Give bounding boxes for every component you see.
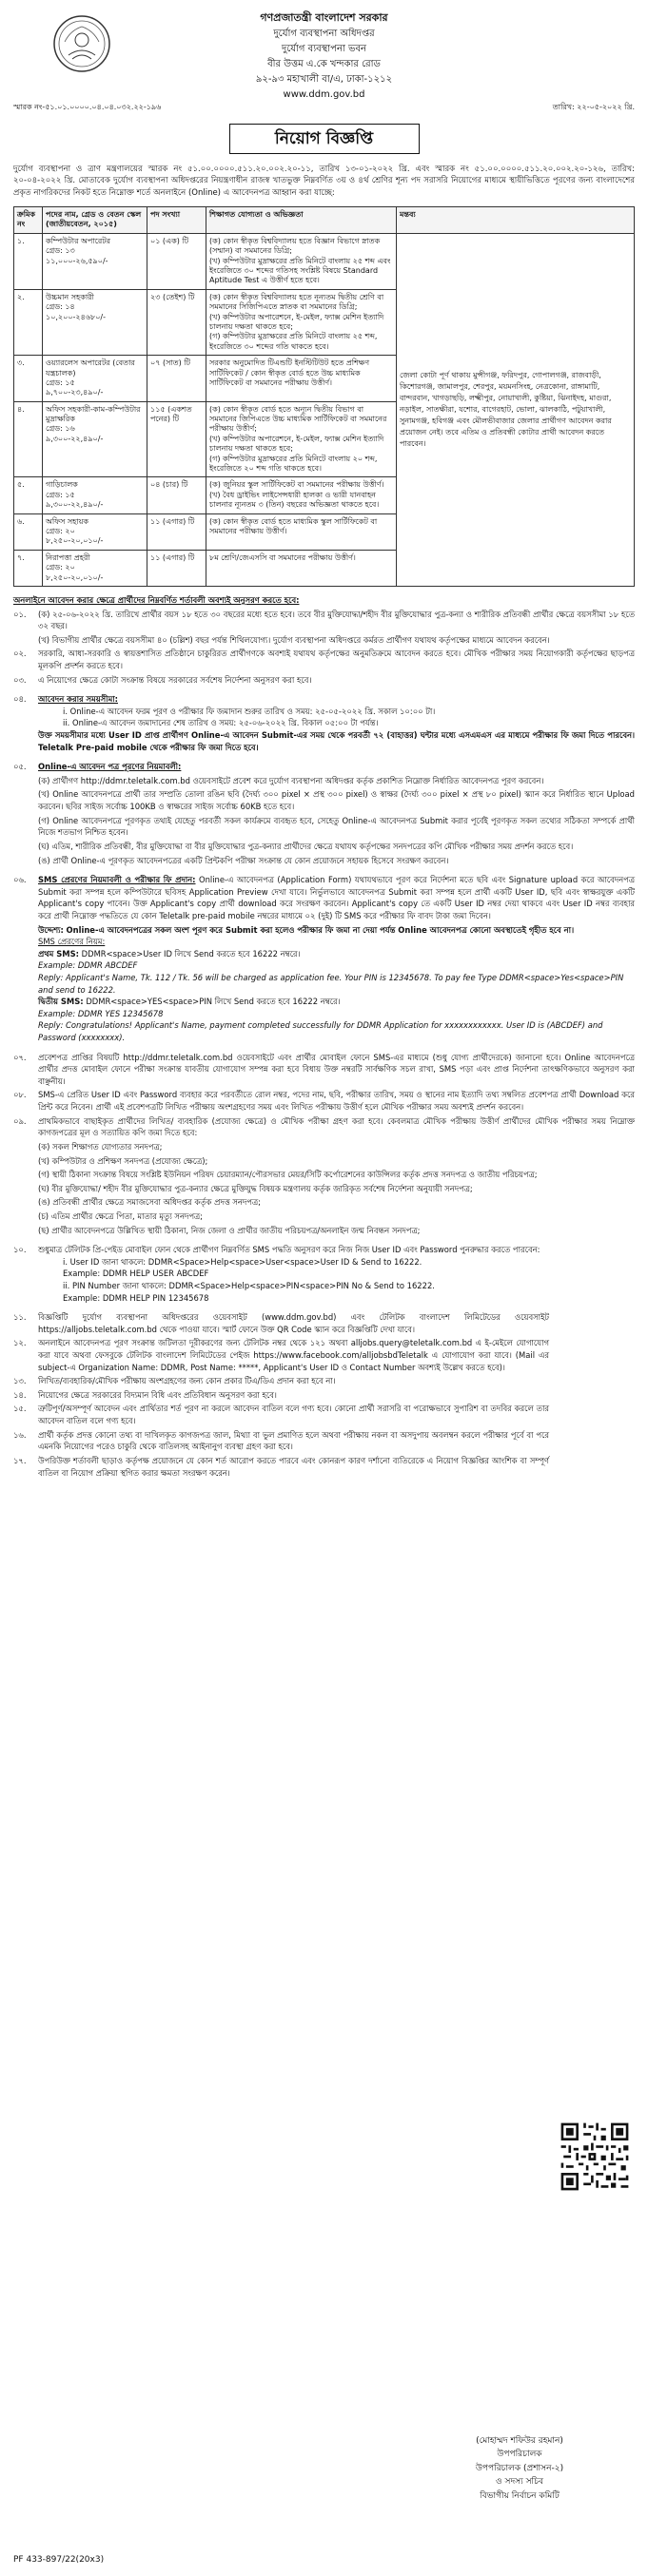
apply-start: i. Online-এ আবেদন ফরম পূরণ ও পরীক্ষার ফি জমাদান শুরুর তারিখ ও সময়: ২৫-০৫-২০২২ খ্রি. সকাল ১০:০০ টা। — [63, 706, 436, 716]
final-condition-text: অনলাইনে আবেদনপত্র পূরণ সংক্রান্ত জটিলতা দূরীকরণের জন্য টেলিটক নম্বর থেকে ১২১ অথবা alljobs.query@teletalk.com.bd এ ই-মেইলে যোগাযোগ করা যাবে অথবা ফেসবুকে টেলিটক বাংলাদেশ লিমিটেডের পেইজ https://www.facebook.com/alljobsbdTeletalk এ যোগাযোগ করা যাবে। (Mail এর subject-এ Organization Name: DDMR, Post Name: *****, Applicant's User ID ও Contact Number অবশ্যই উল্লেখ করতে হবে)। — [38, 1338, 549, 1372]
final-condition-text: উপরিউক্ত শর্তাবলী ছাড়াও কর্তৃপক্ষ প্রয়োজনে যে কোন শর্ত আরোপ করতে পারবে এবং কোনরূপ কারণ দর্শানো ব্যতিরেকে এ নিয়োগ বিজ্ঞপ্তির আংশিক বা সম্পূর্ণ বাতিল বা নিয়োগ প্রক্রিয়া স্থগিত করার ক্ষমতা সংরক্ষণ করেন। — [38, 1455, 549, 1478]
department-name: দুর্যোগ ব্যবস্থাপনা অধিদপ্তর — [273, 29, 375, 40]
final-condition-item — [13, 1403, 549, 1426]
final-condition-item — [13, 1455, 549, 1479]
online-rule-text: (গ) Online আবেদনপত্রে পূরণকৃত তথ্যই যেহেতু পরবর্তী সকল কার্যক্রমে ব্যবহৃত হবে, সেহেতু Online-এ আবেদনপত্র Submit করার পূর্বেই পূরণকৃত সকল তথ্যের সঠিকতা সম্পর্কে প্রার্থী নিজে শতভাগ নিশ্চিত হবেন। — [38, 815, 635, 838]
sms-instructions — [13, 936, 635, 1043]
required-document-item — [38, 1196, 635, 1209]
cell-serial: ১. — [14, 233, 43, 289]
final-condition-text: নিয়োগের ক্ষেত্রে সরকারের বিদ্যমান বিধি এবং প্রতিবিধান অনুসরণ করা হবে। — [38, 1389, 277, 1400]
print-code: PF 433-897/22(20x3) — [13, 2555, 105, 2566]
vacancy-table — [13, 206, 635, 587]
building-name: দুর্যোগ ব্যবস্থাপনা ভবন — [281, 44, 367, 55]
required-document-text: (ক) সকল শিক্ষাগত যোগ্যতার সনদপত্র; — [38, 1141, 163, 1152]
final-condition-number: ১৭. — [13, 1455, 27, 1465]
condition-item — [13, 648, 635, 671]
cell-post: উচ্চমান সহকারী গ্রেড: ১৪ ১০,২০০-২৪৬৮০/- — [43, 289, 147, 355]
cell-qualification: ৮ম শ্রেণি/জেএসসি বা সমমানের পরীক্ষায় উত্তীর্ণ। — [206, 550, 397, 586]
online-rule-item — [38, 855, 635, 867]
intro-paragraph: দুর্যোগ ব্যবস্থাপনা ও ত্রাণ মন্ত্রণালয়ের স্মারক নং ৫১.০০.০০০০.৫১১.২০.০০২.২০-১১, তারিখ ১৩-০১-২০২২ খ্রি. এবং স্মারক নং ৫১.০০.০০০০.৫১১.২০.০০২.২০-১২৬, তারিখ: ২০-০৪-২০২২ খ্রি. মোতাবেক দুর্যোগ ব্যবস্থাপনা অধিদপ্তরের নিয়ন্ত্রণাধীন রাজস্ব খাতভুক্ত নিম্নবর্ণিত ৩য় ও ৪র্থ শ্রেণির শূন্য পদ সরাসরি নিয়োগের মাধ্যমে স্থায়ীভিত্তিতে পূরণের জন্য বাংলাদেশের প্রকৃত নাগরিকদের নিকট হতে নিম্নোক্ত শর্তে অনলাইনে (Online) এ আবেদনপত্র আহ্বান করা যাচ্ছে: — [13, 165, 635, 198]
online-rules-section — [13, 761, 635, 866]
recover-user-id: i. User ID জানা থাকলে: DDMR<Space>Help<space>User<space>User ID & Send to 16222. — [63, 1256, 422, 1267]
final-condition-text: লিখিত/ব্যবহারিক/মৌখিক পরীক্ষায় অংশগ্রহণের জন্য কোন প্রকার টিএ/ডিএ প্রদান করা হবে না। — [38, 1376, 336, 1386]
cell-count: ১১ (এগার) টি — [147, 513, 206, 550]
recover-pin-example: Example: DDMR HELP PIN 12345678 — [63, 1292, 209, 1303]
online-rule-text: (খ) Online আবেদনপত্রে প্রার্থী তার সম্প্রতি তোলা রঙিন ছবি (দৈর্ঘ্য ৩০০ pixel × প্রস্থ ৩০০ pixel) ও স্বাক্ষর (দৈর্ঘ্য ৩০০ pixel × প্রস্থ ৮০ pixel) স্ক্যান করে নির্ধারিত স্থানে Upload করবেন। ছবির সাইজ সর্বোচ্চ 100KB ও স্বাক্ষরের সাইজ সর্বোচ্চ 60KB হতে হবে। — [38, 789, 635, 812]
required-document-item — [38, 1183, 635, 1195]
cell-post: ওয়্যারলেস অপারেটর (বেতার যন্ত্রচালক) গ্রেড: ১৫ ৯,৭০০-২৩,৪৯০/- — [43, 356, 147, 402]
cell-qualification: সরকার অনুমোদিত টিএন্ডটি ইনস্টিটিউট হতে প্রশিক্ষণ সার্টিফিকেট / কোন স্বীকৃত বোর্ড হতে উচ্চ মাধ্যমিক সার্টিফিকেট বা সমমানের পরীক্ষায় উত্তীর্ণ। — [206, 356, 397, 402]
instruction-number: ০৭. — [13, 1052, 27, 1062]
signatory-role-4: বিভাগীয় নির্বাচন কমিটি — [480, 2490, 560, 2501]
cell-count: ১১ (এগার) টি — [147, 550, 206, 586]
cell-serial: ৪. — [14, 401, 43, 477]
cell-remarks: জেলা কোটা পূর্ণ থাকায় মুন্সীগঞ্জ, ফরিদপুর, গোপালগঞ্জ, রাজবাড়ী, কিশোরগঞ্জ, জামালপুর, শেরপুর, ময়মনসিংহ, নেত্রকোনা, রাঙ্গামাটি, বান্দরবান, খাগড়াছড়ি, লক্ষ্মীপুর, নোয়াখালী, কুষ্টিয়া, ঝিনাইদহ, মাগুরা, নড়াইল, সাতক্ষীরা, যশোর, বাগেরহাট, ভোলা, ঝালকাঠি, পটুয়াখালী, সুনামগঞ্জ, হবিগঞ্জ এবং মৌলভীবাজার জেলার প্রার্থীগণ আবেদন করার প্রয়োজন নেই। তবে এতিম ও প্রতিবন্ধী কোটার প্রার্থী আবেদন করতে পারবেন। — [397, 233, 635, 586]
instruction-number: ০৮. — [13, 1090, 27, 1100]
second-sms-example: Example: DDMR YES 12345678 — [38, 1008, 164, 1018]
cell-count: ১১৫ (একশত পনের) টি — [147, 401, 206, 477]
online-rule-text: (ঘ) এতিম, শারীরিক প্রতিবন্ধী, বীর মুক্তিযোদ্ধা বা বীর মুক্তিযোদ্ধার পুত্র-কন্যার প্রার্থীদের ক্ষেত্রে যথাযথ কর্তৃপক্ষের সনদপত্রের কপি মৌখিক পরীক্ষার সময় প্রদর্শন করতে হবে। — [38, 841, 574, 851]
cell-qualification: (ক) কোন স্বীকৃত বিশ্ববিদ্যালয় হতে নূন্যতম দ্বিতীয় শ্রেণি বা সমমানের সিজিপিএতে স্নাতক বা সমমানের ডিগ্রি; (খ) কম্পিউটার অপারেশনে, ই-মেইল, ফ্যাক্স মেশিন ইত্যাদি চালনায় দক্ষতা থাকতে হবে; (গ) কম্পিউটার মুদ্রাক্ষরের প্রতি মিনিটে বাংলায় ২৫ শব্দ, ইংরেজিতে ৩০ শব্দের গতি থাকতে হবে। — [206, 289, 397, 355]
cell-count: ০১ (এক) টি — [147, 233, 206, 289]
required-document-item — [38, 1155, 635, 1168]
cell-qualification: (ক) জুনিয়র স্কুল সার্টিফিকেট বা সমমানের পরীক্ষায় উত্তীর্ণ। (খ) বৈধ ড্রাইভিং লাইসেন্সধারী হালকা ও ভারী যানবাহন চালনার ন্যূনতম ৩ (তিন) বছরের অভিজ্ঞতা থাকতে হবে। — [206, 477, 397, 513]
condition-number: ০২. — [13, 649, 27, 659]
final-condition-item — [13, 1429, 549, 1453]
cell-post: নিরাপত্তা প্রহরী গ্রেড: ২০ ৮,২৫০-২০,০১০/- — [43, 550, 147, 586]
online-rule-text: (ক) প্রার্থীগণ http://ddmr.teletalk.com.bd ওয়েবসাইটে প্রবেশ করে দুর্যোগ ব্যবস্থাপনা অধিদপ্তর কর্তৃক প্রকাশিত নিম্নোক্ত নির্ধারিত আবেদনপত্র পূরণ করবেন। — [38, 775, 544, 785]
required-document-item — [38, 1141, 635, 1153]
govt-name: গণপ্রজাতন্ত্রী বাংলাদেশ সরকার — [260, 11, 388, 24]
condition-text: এ নিয়োগের ক্ষেত্রে কোটা সংক্রান্ত বিষয়ে সরকারের সর্বশেষ নির্দেশনা অনুসরণ করা হবে। — [38, 674, 312, 685]
signatory-name: (মোহাম্মদ শফিউর রহমান) — [476, 2436, 563, 2446]
table-header-row — [14, 207, 635, 234]
sms-purpose-label: উদ্দেশ্য: — [38, 924, 64, 935]
instruction-item — [13, 1115, 635, 1139]
memo-number: স্মারক নং-৫১.০১.০০০০.০৪.০৪.০৩২.২২-১৯৬ — [13, 103, 162, 111]
table-row — [14, 233, 635, 289]
online-rule-item — [38, 841, 635, 853]
required-document-text: (চ) এতিম প্রার্থীর ক্ষেত্রে পিতা, মাতার মৃত্যু সনদপত্র; — [38, 1211, 204, 1221]
final-condition-number: ১৩. — [13, 1376, 27, 1386]
government-emblem-icon — [51, 13, 112, 74]
sms-purpose: Online-এ আবেদনপত্রের সকল অংশ পূরণ করে Submit করা হলেও পরীক্ষার ফি জমা না দেয়া পর্যন্ত Online আবেদনপত্র কোনো অবস্থাতেই গৃহীত হবে না। — [66, 924, 575, 935]
final-condition-item — [13, 1389, 549, 1402]
final-condition-text: ত্রুটিপূর্ণ/অসম্পূর্ণ আবেদন এবং প্রার্থিতার শর্ত পূরণ না করলে আবেদন বাতিল বলে গণ্য হবে। কোনো প্রার্থী সরাসরি বা পরোক্ষভাবে সুপারিশ বা তদবির করলে তার আবেদন বাতিল বলে গণ্য হবে। — [38, 1404, 549, 1426]
sms-section — [13, 874, 635, 1044]
sms-heading: SMS প্রেরণের নিয়মাবলী ও পরীক্ষার ফি প্রদান: — [38, 875, 196, 885]
final-section — [13, 1311, 635, 1479]
online-rules-heading: Online-এ আবেদন পত্র পূরণের নিয়মাবলী: — [38, 762, 182, 772]
sms-text: Online-এ আবেদনপত্র (Application Form) যথাযথভাবে পূরণ করে নির্দেশনা মতে ছবি এবং Signature upload করে আবেদনপত্র Submit করা সম্পন্ন হলে কম্পিউটারে ছবিসহ Application Preview দেখা যাবে। নির্ভুলভাবে আবেদনপত্র Submit করা সম্পন্ন হলে প্রার্থী একটি User ID, ছবি এবং স্বাক্ষরযুক্ত একটি Applicant's copy পাবেন। উক্ত Applicant's copy প্রার্থী download করে সংরক্ষণ করবেন। Applicant's copy তে একটি User ID নম্বর দেয়া থাকবে এবং User ID নম্বর ব্যবহার করে প্রার্থী নিম্নোক্ত পদ্ধতিতে যে কোন Teletalk pre-paid mobile নম্বরের মাধ্যমে ০২ (দুই) টি SMS করে পরীক্ষার ফি বাবদ টাকা জমা দিবেন। — [38, 875, 635, 920]
final-condition-item — [13, 1337, 549, 1373]
condition-item — [13, 674, 635, 687]
final-condition-text: বিজ্ঞপ্তিটি দুর্যোগ ব্যবস্থাপনা অধিদপ্তরের ওয়েবসাইট (www.ddm.gov.bd) এবং টেলিটক বাংলাদেশ লিমিটেডের ওয়েবসাইট https://alljobs.teletalk.com.bd থেকে পাওয়া যাবে। স্মার্ট ফোনে উক্ত QR Code স্ক্যান করে বিজ্ঞপ্তিটি দেখা যাবে। — [38, 1312, 549, 1334]
condition-item — [13, 634, 635, 647]
second-sms-reply: Reply: Congratulations! Applicant's Name, payment completed successfully for DDMR Application for xxxxxxxxxxxx. User ID is (ABCDEF) and Password (xxxxxxxx). — [38, 1020, 603, 1043]
cell-count: ০৭ (সাত) টি — [147, 356, 206, 402]
required-document-text: (ছ) প্রার্থীর আবেদনপত্রে উল্লিখিত স্থায়ী ঠিকানা, নিজ জেলা ও প্রার্থীর জাতীয় পরিচয়পত্র/অনলাইন জন্ম নিবন্ধন সনদপত্র; — [38, 1225, 421, 1235]
signatory-role: উপপরিচালক — [497, 2450, 542, 2460]
recover-pin: ii. PIN Number জানা থাকলে: DDMR<Space>Help<space>PIN<space>PIN No & Send to 16222. — [63, 1281, 435, 1290]
condition-number: ০১. — [13, 609, 27, 619]
sms-sample-heading: SMS প্রেরণের নিয়ম: — [38, 937, 106, 947]
condition-item — [13, 609, 635, 632]
cell-qualification: (ক) কোন স্বীকৃত বিশ্ববিদ্যালয় হতে বিজ্ঞান বিভাগে স্নাতক (সম্মান) বা সমমানের ডিগ্রি; (খ) কম্পিউটার মুদ্রাক্ষরের প্রতি মিনিটে বাংলায় ২৫ শব্দ এবং ইংরেজিতে ৩০ শব্দের গতিসহ সংশ্লিষ্ট বিষয়ে Standard Aptitude Test এ উত্তীর্ণ হতে হবে। — [206, 233, 397, 289]
instruction-number: ০৯. — [13, 1115, 27, 1126]
condition-text: (ক) ২৫-০৬-২০২২ খ্রি. তারিখে প্রার্থীর বয়স ১৮ হতে ৩০ বছরের মধ্যে হতে হবে। তবে বীর মুক্তিযোদ্ধা/শহীদ বীর মুক্তিযোদ্ধার পুত্র-কন্যা ও শারীরিক প্রতিবন্ধী প্রার্থীর ক্ষেত্রে বয়সসীমা ১৮ হতে ৩২ বছর। — [38, 609, 635, 631]
first-sms-example: Example: DDMR ABCDEF — [38, 960, 138, 971]
qr-code-icon[interactable] — [559, 2121, 631, 2193]
col-remarks: মন্তব্য — [397, 207, 635, 234]
cell-post: অফিস সহকারী-কাম-কম্পিউটার মুদ্রাক্ষরিক গ্রেড: ১৬ ৯,৩০০-২২,৪৯০/- — [43, 401, 147, 477]
cell-qualification: (ক) কোন স্বীকৃত বোর্ড হতে মাধ্যমিক স্কুল সার্টিফিকেট বা সমমানের পরীক্ষায় উত্তীর্ণ। — [206, 513, 397, 550]
online-rule-text: (ঙ) প্রার্থী Online-এ পূরণকৃত আবেদনপত্রের একটি প্রিন্টকপি পরীক্ষা সংক্রান্ত যে কোন প্রয়োজনে সহায়ক হিসেবে সংরক্ষণ করবেন। — [38, 855, 449, 865]
online-rule-item — [38, 788, 635, 812]
cell-post: অফিস সহায়ক গ্রেড: ২০ ৮,২৫০-২০,০১০/- — [43, 513, 147, 550]
apply-time-number: ০৪. — [13, 694, 27, 705]
instruction-item — [13, 1089, 635, 1113]
required-document-text: (গ) স্থায়ী ঠিকানা সংক্রান্ত বিষয়ে সংশ্লিষ্ট ইউনিয়ন পরিষদ চেয়ারম্যান/পৌরসভার মেয়র/সিটি কর্পোরেশনের কাউন্সিলর কর্তৃক প্রদত্ত সনদপত্র ও জাতীয় পরিচয়পত্র; — [38, 1170, 538, 1180]
signatory-role-2: উপপরিচালক (প্রশাসন-২) — [475, 2463, 564, 2473]
final-condition-text: প্রার্থী কর্তৃক প্রদত্ত কোনো তথ্য বা দাখিলকৃত কাগজপত্র জাল, মিথ্যা বা ভুল প্রমাণিত হলে অথবা পরীক্ষায় নকল বা অসদুপায় অবলম্বন করলে পরীক্ষার পূর্বে বা পরে এমনকি নিয়োগের পরেও চাকুরি থেকে বাতিলসহ আইনানুগ ব্যবস্থা গ্রহণ করা হবে। — [38, 1429, 549, 1452]
cell-count: ০৪ (চার) টি — [147, 477, 206, 513]
online-rules-number: ০৫. — [13, 762, 27, 772]
cell-post: গাড়িচালক গ্রেড: ১৫ ৯,৩০০-২২,৪৯০/- — [43, 477, 147, 513]
cell-qualification: (ক) কোন স্বীকৃত বোর্ড হতে অন্যূন দ্বিতীয় বিভাগ বা সমমানের জিপিএতে উচ্চ মাধ্যমিক সার্টিফিকেট বা সমমানের পরীক্ষায় উত্তীর্ণ; (খ) কম্পিউটার অপারেশনে, ই-মেইল, ফ্যাক্স মেশিন ইত্যাদি চালনায় দক্ষতা থাকতে হবে; (গ) কম্পিউটার মুদ্রাক্ষরের প্রতি মিনিটে বাংলায় ২০ শব্দ, ইংরেজিতে ২০ শব্দ গতি থাকতে হবে। — [206, 401, 397, 477]
signatory-role-3: ও সদস্য সচিব — [496, 2477, 543, 2488]
first-sms-reply: Reply: Applicant's Name, Tk. 112 / Tk. 56 will be charged as application fee. Your PIN is 12345678. To pay fee Type DDMR<space>Yes<space>PIN and send to 16222. — [38, 972, 624, 995]
required-document-text: (খ) কম্পিউটার ও প্রশিক্ষণ সনদপত্র (প্রযোজ্য ক্ষেত্রে); — [38, 1155, 208, 1166]
second-sms-command: DDMR<space>YES<space>PIN লিখে Send করতে হবে 16222 নম্বরে। — [86, 997, 341, 1007]
required-document-item — [38, 1211, 635, 1223]
condition-number: ০৩. — [13, 674, 27, 685]
online-rule-item — [38, 775, 635, 787]
recover-user-id-example: Example: DDMR HELP USER ABCDEF — [63, 1269, 209, 1279]
cell-count: ২৩ (তেইশ) টি — [147, 289, 206, 355]
cell-serial: ৬. — [14, 513, 43, 550]
first-sms-label: প্রথম SMS: — [38, 948, 79, 959]
required-document-text: (ঙ) প্রতিবন্ধী প্রার্থীর ক্ষেত্রে সমাজসেবা অধিদপ্তর কর্তৃক প্রদত্ত সনদপত্র; — [38, 1197, 261, 1208]
road-name: বীর উত্তম এ.কে খন্দকার রোড — [267, 59, 381, 70]
condition-text: (খ) বিভাগীয় প্রার্থীর ক্ষেত্রে বয়সসীমা ৪০ (চল্লিশ) বছর পর্যন্ত শিথিলযোগ্য। দুর্যোগ ব্যবস্থাপনা অধিদপ্তরে কর্মরত প্রার্থীগণ যথাযথ কর্তৃপক্ষের মাধ্যমে আবেদন করবেন। — [38, 634, 550, 645]
col-serial: ক্রমিক নং — [14, 207, 43, 234]
instruction-text: প্রাথমিকভাবে বাছাইকৃত প্রার্থীদের লিখিত/ ব্যবহারিক (প্রযোজ্য ক্ষেত্রে) ও মৌখিক পরীক্ষা গ্রহণ করা হবে। কেবলমাত্র মৌখিক পরীক্ষায় উত্তীর্ণ প্রার্থীদের মৌখিক পরীক্ষার সময় নিম্নোক্ত কাগজপত্রের মূল ও সত্যায়িত কপি জমা দিতে হবে: — [38, 1115, 635, 1138]
apply-time-section — [13, 693, 635, 753]
final-condition-number: ১১. — [13, 1312, 27, 1323]
instruction-text: প্রবেশপত্র প্রাপ্তির বিষয়টি http://ddmr.teletalk.com.bd ওয়েবসাইটে এবং প্রার্থীর মোবাইল ফোনে SMS-এর মাধ্যমে (শুধু যোগ্য প্রার্থীদেরকে) জানানো হবে। Online আবেদনপত্রে প্রার্থীর প্রদত্ত মোবাইল ফোনে পরীক্ষা সংক্রান্ত যাবতীয় যোগাযোগ সম্পন্ন করা হবে বিধায় উক্ত নম্বরটি সার্বক্ষণিক সচল রাখা, SMS পড়া এবং প্রাপ্ত নির্দেশনা তাৎক্ষণিকভাবে অনুসরণ করা বাঞ্ছনীয়। — [38, 1052, 635, 1086]
instruction-text: SMS-এ প্রেরিত User ID এবং Password ব্যবহার করে পরবর্তীতে রোল নম্বর, পদের নাম, ছবি, পরীক্ষার তারিখ, সময় ও স্থানের নাম ইত্যাদি তথ্য সম্বলিত প্রবেশপত্র প্রার্থী Download করে প্রিন্ট করে নিবেন। প্রার্থী এই প্রবেশপত্রটি লিখিত পরীক্ষায় অংশগ্রহণের সময় এবং লিখিত পরীক্ষায় উত্তীর্ণ হলে মৌখিক পরীক্ষার সময় অবশ্যই প্রদর্শন করবেন। — [38, 1090, 635, 1113]
cell-post: কম্পিউটার অপারেটর গ্রেড: ১৩ ১১,০০০-২৬,৫৯০/- — [43, 233, 147, 289]
cell-serial: ৩. — [14, 356, 43, 402]
header — [13, 11, 635, 103]
instruction-item — [13, 1052, 635, 1088]
apply-time-heading: আবেদন করার সময়সীমা: — [38, 694, 118, 705]
recover-number: ১০. — [13, 1245, 27, 1255]
signature-block — [429, 2434, 610, 2503]
recover-section — [13, 1244, 635, 1304]
condition-number — [13, 634, 34, 647]
cell-serial: ৭. — [14, 550, 43, 586]
required-document-item — [38, 1225, 635, 1237]
conditions-section — [13, 594, 635, 686]
col-count: পদ সংখ্যা — [147, 207, 206, 234]
later-section — [13, 1052, 635, 1237]
sms-number: ০৬. — [13, 875, 27, 885]
website-link[interactable]: www.ddm.gov.bd — [283, 89, 365, 101]
conditions-heading: অনলাইনে আবেদন করার ক্ষেত্রে প্রার্থীদের নিম্নবর্ণিত শর্তাবলী অবশ্যই অনুসরণ করতে হবে: — [13, 594, 300, 605]
col-qualification: শিক্ষাগত যোগ্যতা ও অভিজ্ঞতা — [206, 207, 397, 234]
second-sms-label: দ্বিতীয় SMS: — [38, 997, 84, 1007]
final-condition-number: ১৬. — [13, 1429, 27, 1440]
col-post: পদের নাম, গ্রেড ও বেতন স্কেল (জাতীয়বেতন, ২০১৫) — [43, 207, 147, 234]
final-condition-item — [13, 1311, 549, 1335]
page-title: নিয়োগ বিজ্ঞপ্তি — [229, 124, 420, 154]
online-rule-item — [38, 815, 635, 839]
cell-serial: ৫. — [14, 477, 43, 513]
first-sms-command: DDMR<space>User ID লিখে Send করতে হবে 16222 নম্বরে। — [81, 948, 301, 959]
condition-text: সরকারি, আধা-সরকারি ও স্বায়ত্তশাসিত প্রতিষ্ঠানে চাকুরিরত প্রার্থীগণকে অবশ্যই যথাযথ কর্তৃপক্ষের অনুমতিক্রমে আবেদন করতে হবে। মৌখিক পরীক্ষার সময় নিয়োগকারী কর্তৃপক্ষের ছাড়পত্র মূলকপি প্রদর্শন করতে হবে। — [38, 649, 635, 670]
address-line: ৯২-৯৩ মহাখালী বা/এ, ঢাকা-১২১২ — [255, 74, 393, 86]
cell-serial: ২. — [14, 289, 43, 355]
apply-end: ii. Online-এ আবেদন জমাদানের শেষ তারিখ ও সময়: ২৫-০৬-২০২২ খ্রি. বিকাল ০৫:০০ টা পর্যন্ত। — [63, 718, 379, 728]
recover-text: শুধুমাত্র টেলিটক প্রি-পেইড মোবাইল ফোন থেকে প্রার্থীগণ নিম্নবর্ণিত SMS পদ্ধতি অনুসরণ করে নিজ নিজ User ID এবং Password পুনরুদ্ধার করতে পারবেন: — [38, 1245, 540, 1255]
final-condition-number: ১৪. — [13, 1389, 27, 1400]
memo-date: তারিখ: ২২-০৫-২০২২ খ্রি. — [552, 103, 635, 111]
final-condition-item — [13, 1375, 549, 1387]
required-document-item — [38, 1169, 635, 1181]
final-condition-number: ১৫. — [13, 1404, 27, 1414]
apply-time-note: উক্ত সময়সীমার মধ্যে User ID প্রাপ্ত প্রার্থীগণ Online-এ আবেদন Submit-এর সময় থেকে পরবর্তী ৭২ (বাহাত্তর) ঘন্টার মধ্যে এসএমএস এর মাধ্যমে পরীক্ষার ফি জমা দিতে পারবেন। Teletalk Pre-paid mobile থেকে পরীক্ষার ফি জমা দিতে হবে। — [38, 730, 635, 752]
required-document-text: (ঘ) বীর মুক্তিযোদ্ধা/ শহীদ বীর মুক্তিযোদ্ধার পুত্র-কন্যার ক্ষেত্রে মুক্তিযুদ্ধ বিষয়ক মন্ত্রণালয় কর্তৃক জারিকৃত সর্বশেষ নির্দেশনা অনুযায়ী সনদপত্র; — [38, 1183, 473, 1193]
final-condition-number: ১২. — [13, 1338, 27, 1348]
